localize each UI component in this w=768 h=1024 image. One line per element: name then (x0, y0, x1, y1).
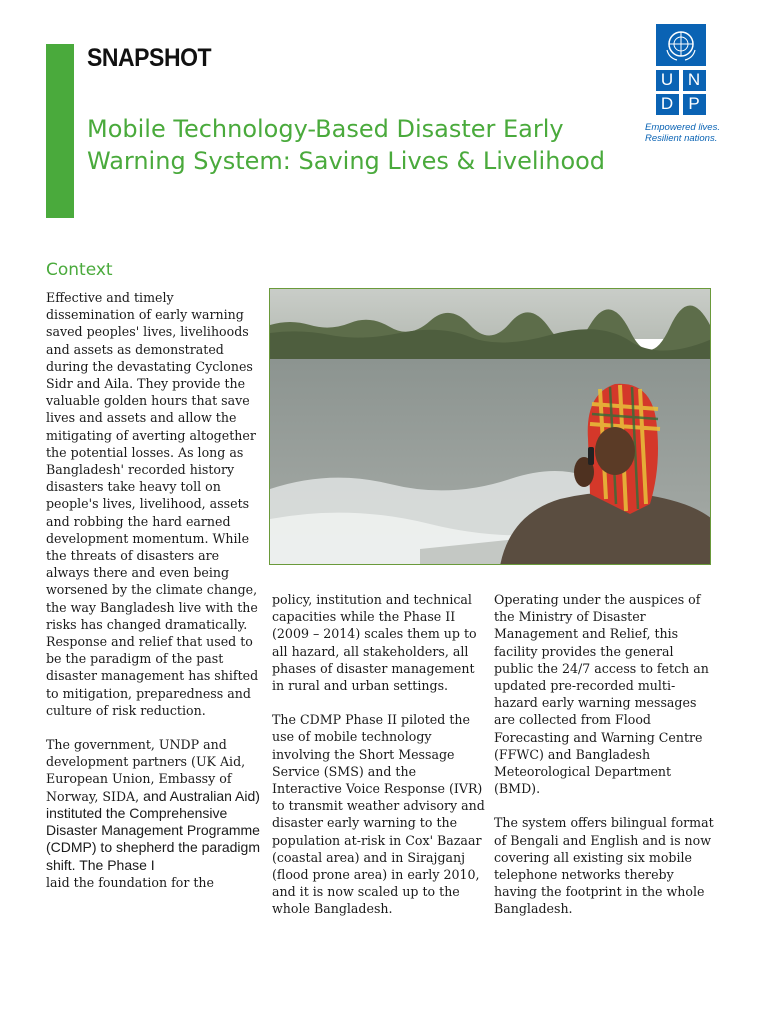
undp-logo (656, 24, 706, 114)
paragraph: Operating under the auspices of the Ministry of Disaster Management and Relief, this facility provides the general public the 24/7 access to fetch an updated pre-recorded multi-hazard early warning messages are collected from Flood Forecasting and Warning Centre (FFWC) and Bangladesh Meteorological Department (BMD). (494, 592, 709, 797)
page-title: Mobile Technology-Based Disaster Early Warning System: Saving Lives & Livelihood (87, 115, 606, 175)
text-column-2 (272, 591, 487, 935)
accent-bar (46, 44, 74, 218)
tagline-line: Empowered lives. (645, 122, 720, 133)
paragraph: The CDMP Phase II piloted the use of mobile technology involving the Short Message Service (SMS) and the Interactive Voice Response (IVR) to transmit weather advisory and disaster early warning to the population at-risk in Cox' Bazaar (coastal area) and in Sirajganj (flood prone area) in early 2010, and it is now scaled up to the whole Bangladesh. (272, 712, 485, 917)
paragraph: The government, UNDP and development partners (UK Aid, European Union, Embassy of Norway, SIDA, and Australian Aid) instituted the Comprehensive Disaster Management Programme (CDMP) to shepherd the paradigm shift. The Phase I laid the foundation for the (46, 737, 260, 890)
text-column-3 (494, 591, 714, 935)
logo-letter: D (660, 94, 674, 113)
tagline-line: Resilient nations. (645, 133, 718, 144)
photo-image (270, 289, 711, 565)
paragraph: The system offers bilingual format of Bengali and English and is now covering all existing six mobile telephone networks thereby having the footprint in the whole Bangladesh. (494, 815, 714, 917)
photo-man-on-phone-boat (269, 288, 711, 565)
logo-tagline (645, 122, 745, 144)
section-heading: Context (46, 260, 113, 280)
text-column-1 (46, 289, 261, 908)
logo-letter: U (660, 70, 674, 89)
logo-letter: P (688, 94, 700, 113)
snapshot-label: SNAPSHOT (87, 44, 212, 72)
un-emblem-icon (656, 24, 706, 66)
paragraph: Effective and timely dissemination of early warning saved peoples' lives, livelihoods and assets as demonstrated during the devastating Cyclones Sidr and Aila. They provide the valuable golden hours that save lives and assets and allow the mitigating of averting altogether the potential losses. As long as Bangladesh' recorded history disasters take heavy toll on people's lives, livelihood, assets and robbing the hard earned development momentum. While the threats of disasters are always there and even being worsened by the climate change, the way Bangladesh live with the risks has changed dramatically. Response and relief that used to be the paradigm of the past disaster management has shifted to mitigation, preparedness and culture of risk reduction. (46, 290, 259, 718)
logo-letter: N (687, 70, 701, 89)
un-emblem-box (656, 24, 706, 66)
paragraph: policy, institution and technical capacities while the Phase II (2009 – 2014) scales them up to all hazard, all stakeholders, all phases of disaster management in rural and urban settings. (272, 592, 477, 694)
